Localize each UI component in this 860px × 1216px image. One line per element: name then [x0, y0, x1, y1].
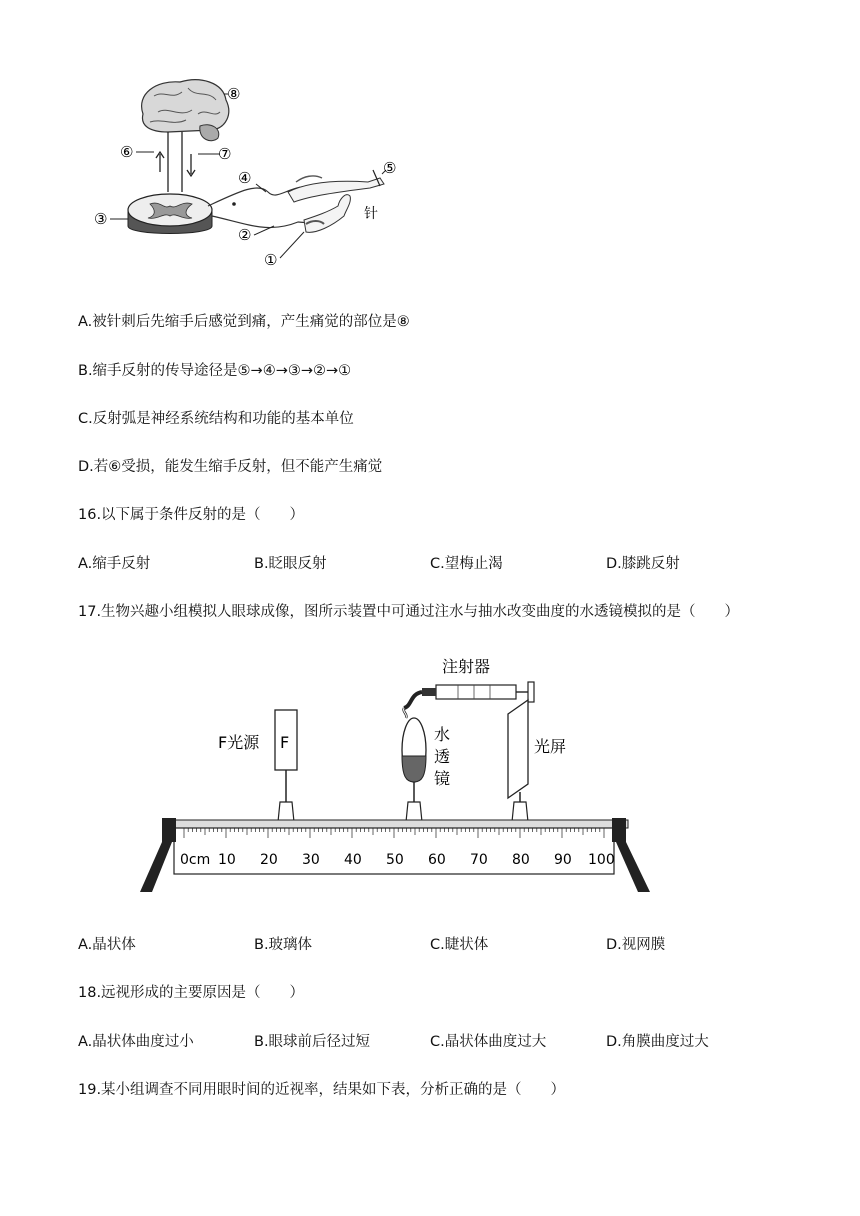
q16-option-b: B.眨眼反射 [254, 556, 327, 572]
ruler-label-60: 60 [428, 852, 446, 868]
q16-stem: 16.以下属于条件反射的是（ ） [78, 507, 305, 523]
label-2: ② [238, 226, 252, 244]
needle-label: 针 [364, 206, 378, 222]
q15-option-d: D.若⑥受损，能发生缩手反射，但不能产生痛觉 [78, 459, 383, 475]
water-lens-label-3: 镜 [434, 769, 451, 788]
reflex-arc-figure [88, 74, 418, 274]
label-5: ⑤ [383, 159, 397, 177]
ruler-label-70: 70 [470, 852, 488, 868]
q17-option-c: C.睫状体 [430, 937, 489, 953]
water-lens-illustration [402, 718, 426, 822]
label-4: ④ [238, 169, 252, 187]
q18-option-c: C.晶状体曲度过大 [430, 1034, 547, 1050]
q19-stem: 19.某小组调查不同用眼时间的近视率，结果如下表，分析正确的是（ ） [78, 1082, 566, 1098]
light-screen-illustration [508, 700, 528, 822]
ruler-label-10: 10 [218, 852, 236, 868]
q15-option-b: B.缩手反射的传导途径是⑤→④→③→②→① [78, 363, 352, 379]
syringe-label: 注射器 [442, 657, 491, 676]
q16-option-a: A.缩手反射 [78, 556, 151, 572]
q17-option-b: B.玻璃体 [254, 937, 313, 953]
label-3: ③ [94, 210, 108, 228]
q18-option-b: B.眼球前后径过短 [254, 1034, 371, 1050]
q17-stem: 17.生物兴趣小组模拟人眼球成像，图所示装置中可通过注水与抽水改变曲度的水透镜模拟的是（ ） [78, 604, 740, 620]
ruler-label-90: 90 [554, 852, 572, 868]
light-source-illustration [275, 710, 297, 822]
optical-bench-figure [140, 652, 660, 892]
ruler-label-80: 80 [512, 852, 530, 868]
spinal-cord-illustration [128, 194, 212, 234]
ruler-label-30: 30 [302, 852, 320, 868]
q15-option-c: C.反射弧是神经系统结构和功能的基本单位 [78, 411, 354, 427]
optical-bench-diagram [140, 652, 660, 892]
label-8: ⑧ [227, 85, 241, 103]
screen-label: 光屏 [534, 737, 567, 756]
ruler-label-50: 50 [386, 852, 404, 868]
q17-option-d: D.视网膜 [606, 937, 666, 953]
q18-option-d: D.角膜曲度过大 [606, 1034, 709, 1050]
ruler-label-20: 20 [260, 852, 278, 868]
ruler-label-0: 0cm [180, 852, 211, 868]
f-letter: F [280, 733, 290, 752]
q16-option-d: D.膝跳反射 [606, 556, 680, 572]
reflex-arc-diagram [88, 74, 418, 274]
ruler-label-40: 40 [344, 852, 362, 868]
q18-option-a: A.晶状体曲度过小 [78, 1034, 194, 1050]
ruler-label-100: 100 [588, 852, 615, 868]
q15-option-a: A.被针刺后先缩手后感觉到痛，产生痛觉的部位是⑧ [78, 314, 410, 330]
label-1: ① [264, 251, 278, 269]
light-source-label: F光源 [218, 733, 260, 752]
q16-option-c: C.望梅止渴 [430, 556, 503, 572]
water-lens-label-1: 水 [434, 725, 451, 744]
label-7: ⑦ [218, 145, 232, 163]
water-lens-label-2: 透 [434, 747, 451, 766]
q17-option-a: A.晶状体 [78, 937, 136, 953]
label-6: ⑥ [120, 143, 134, 161]
q18-stem: 18.远视形成的主要原因是（ ） [78, 985, 305, 1001]
brain-illustration [142, 80, 229, 141]
